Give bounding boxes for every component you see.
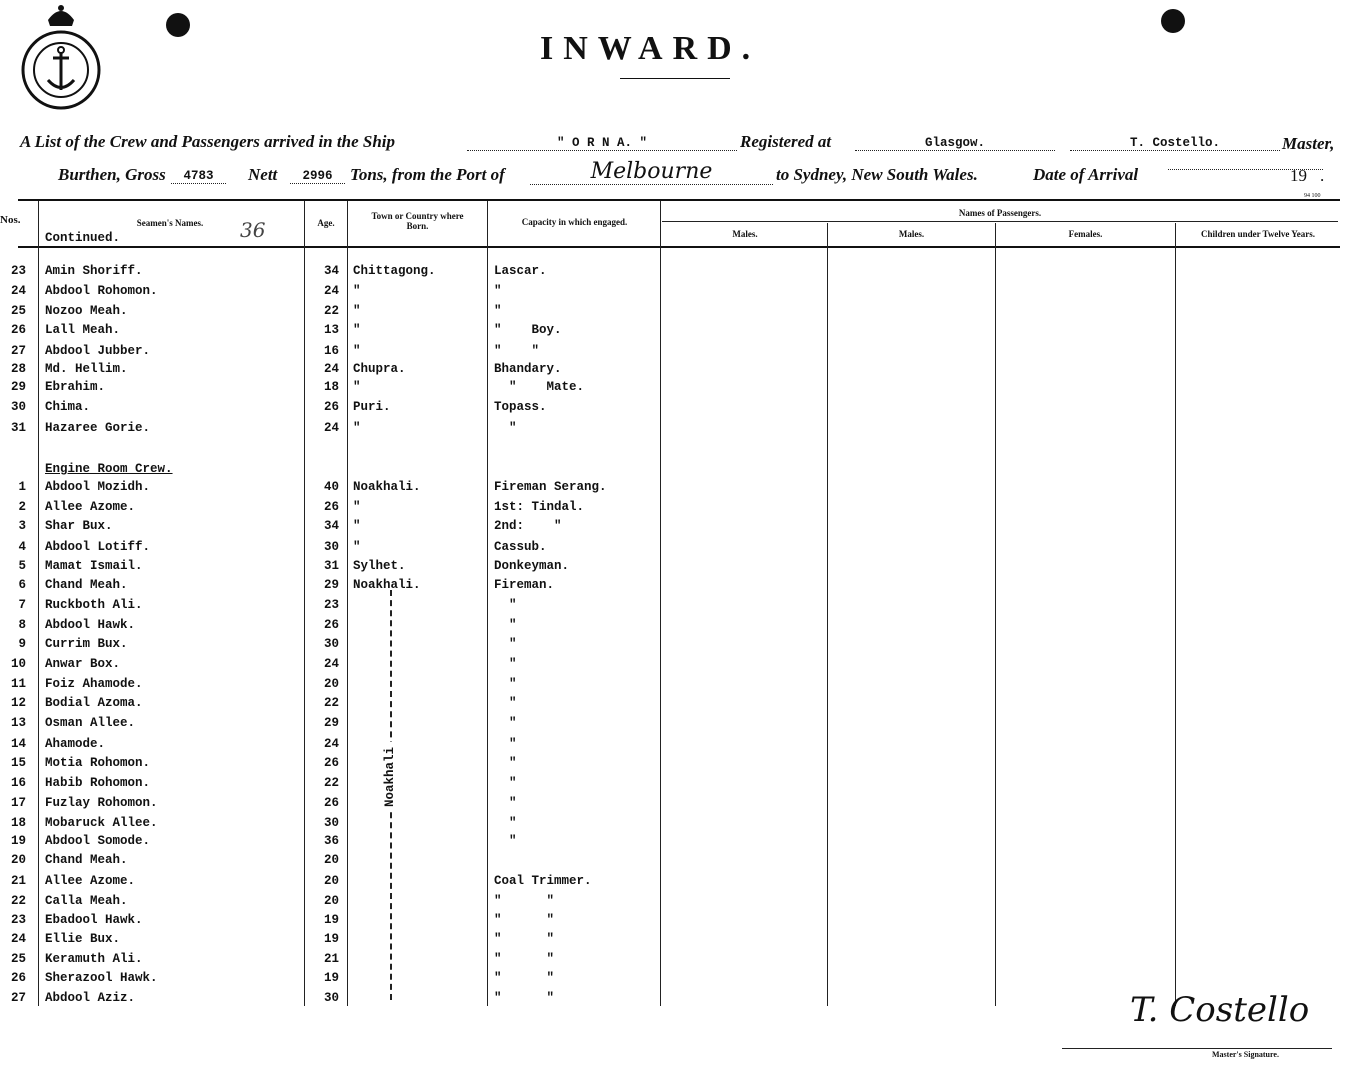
capacity-engaged: " "	[494, 894, 555, 908]
punch-hole-right-icon	[1161, 9, 1185, 33]
col-rule-females	[1175, 223, 1176, 1006]
master-signature: T. Costello	[1130, 990, 1310, 1030]
birthplace: "	[353, 304, 361, 318]
seaman-name: Chand Meah.	[45, 853, 128, 867]
row-number: 1	[18, 480, 26, 494]
birthplace: "	[353, 380, 361, 394]
capacity-engaged: "	[494, 598, 517, 612]
seaman-name: Calla Meah.	[45, 894, 128, 908]
col-header-children: Children under Twelve Years.	[1200, 229, 1315, 239]
col-rule-names	[304, 201, 305, 1006]
seaman-age: 20	[323, 874, 339, 888]
capacity-engaged: " Boy.	[494, 323, 562, 337]
seaman-age: 22	[323, 776, 339, 790]
signature-rule	[1062, 1048, 1332, 1049]
col-rule-age	[347, 201, 348, 1006]
seaman-age: 36	[323, 834, 339, 848]
seaman-age: 26	[323, 400, 339, 414]
engine-room-heading: Engine Room Crew.	[45, 462, 173, 476]
row-number: 4	[18, 540, 26, 554]
seaman-age: 13	[323, 323, 339, 337]
list-prefix: A List of the Crew and Passengers arrived in the Ship	[20, 132, 395, 151]
row-number: 20	[10, 853, 26, 867]
row-number: 26	[10, 971, 26, 985]
seaman-name: Hazaree Gorie.	[45, 421, 151, 435]
row-number: 11	[10, 677, 26, 691]
seaman-age: 18	[323, 380, 339, 394]
col-rule-males2	[995, 223, 996, 1006]
seaman-age: 34	[323, 519, 339, 533]
seaman-name: Md. Hellim.	[45, 362, 128, 376]
capacity-engaged: "	[494, 657, 517, 671]
seaman-name: Chima.	[45, 400, 91, 414]
seaman-age: 19	[323, 932, 339, 946]
nett-label: Nett	[248, 165, 278, 184]
col-header-age: Age.	[317, 218, 335, 228]
nett-tons: 2996	[290, 169, 345, 184]
capacity-engaged: "	[494, 834, 517, 848]
seaman-age: 19	[323, 913, 339, 927]
row-number: 26	[10, 323, 26, 337]
seaman-name: Abdool Mozidh.	[45, 480, 151, 494]
row-number: 25	[10, 304, 26, 318]
seaman-name: Allee Azome.	[45, 500, 136, 514]
capacity-engaged: Fireman Serang.	[494, 480, 607, 494]
header-line-2	[58, 159, 1338, 199]
arrival-label: Date of Arrival	[1033, 165, 1139, 184]
seaman-name: Abdool Rohomon.	[45, 284, 158, 298]
seaman-age: 30	[323, 637, 339, 651]
capacity-engaged: " "	[494, 971, 555, 985]
capacity-engaged: "	[494, 796, 517, 810]
capacity-engaged: "	[494, 677, 517, 691]
col-header-capacity: Capacity in which engaged.	[521, 217, 628, 227]
gross-tons: 4783	[171, 169, 226, 184]
seaman-name: Mobaruck Allee.	[45, 816, 158, 830]
birthplace: "	[353, 540, 361, 554]
row-number: 19	[10, 834, 26, 848]
seaman-age: 24	[323, 284, 339, 298]
punch-hole-left-icon	[166, 13, 190, 37]
seaman-name: Mamat Ismail.	[45, 559, 143, 573]
birthplace: Chupra.	[353, 362, 406, 376]
seaman-name: Fuzlay Rohomon.	[45, 796, 158, 810]
row-number: 29	[10, 380, 26, 394]
row-number: 10	[10, 657, 26, 671]
birthplace: "	[353, 421, 361, 435]
seaman-name: Foiz Ahamode.	[45, 677, 143, 691]
row-number: 30	[10, 400, 26, 414]
seaman-name: Bodial Azoma.	[45, 696, 143, 710]
arrival-year: 19	[1290, 166, 1307, 185]
seaman-age: 30	[323, 816, 339, 830]
seaman-name: Osman Allee.	[45, 716, 136, 730]
seaman-name: Nozoo Meah.	[45, 304, 128, 318]
seaman-name: Lall Meah.	[45, 323, 121, 337]
row-number: 22	[10, 894, 26, 908]
birthplace: "	[353, 323, 361, 337]
registered-port: Glasgow.	[855, 136, 1055, 151]
row-number: 23	[10, 913, 26, 927]
seaman-name: Amin Shoriff.	[45, 264, 143, 278]
to-label: to Sydney, New South Wales.	[776, 165, 978, 184]
seaman-name: Abdool Jubber.	[45, 344, 151, 358]
seaman-age: 24	[323, 362, 339, 376]
row-number: 25	[10, 952, 26, 966]
seaman-age: 24	[323, 737, 339, 751]
seaman-name: Keramuth Ali.	[45, 952, 143, 966]
capacity-engaged: "	[494, 637, 517, 651]
row-number: 12	[10, 696, 26, 710]
shipping-office-seal-logo	[20, 0, 102, 112]
seaman-name: Ruckboth Ali.	[45, 598, 143, 612]
row-number: 18	[10, 816, 26, 830]
birthplace: Puri.	[353, 400, 391, 414]
seaman-age: 26	[323, 756, 339, 770]
birthplace: Noakhali.	[353, 480, 421, 494]
seaman-age: 34	[323, 264, 339, 278]
col-header-names: Seamen's Names.	[136, 218, 204, 228]
seaman-age: 30	[323, 991, 339, 1005]
capacity-engaged: Coal Trimmer.	[494, 874, 592, 888]
seaman-name: Anwar Box.	[45, 657, 121, 671]
seaman-name: Ebadool Hawk.	[45, 913, 143, 927]
capacity-engaged: " "	[494, 344, 540, 358]
capacity-engaged: Lascar.	[494, 264, 547, 278]
seaman-name: Ahamode.	[45, 737, 106, 751]
col-header-nos: Nos.	[0, 214, 21, 226]
passenger-sub-rule	[662, 221, 1338, 222]
col-header-passengers: Names of Passengers.	[958, 208, 1042, 218]
seaman-age: 16	[323, 344, 339, 358]
col-rule-males1	[827, 223, 828, 1006]
col-rule-capacity	[660, 201, 661, 1006]
from-port: Melbourne	[530, 159, 773, 185]
capacity-engaged: " "	[494, 932, 555, 946]
row-number: 17	[10, 796, 26, 810]
names-note: 36	[240, 218, 266, 242]
seaman-age: 26	[323, 500, 339, 514]
table-header-rule	[18, 246, 1340, 248]
seaman-age: 22	[323, 696, 339, 710]
seaman-name: Shar Bux.	[45, 519, 113, 533]
capacity-engaged: 1st: Tindal.	[494, 500, 585, 514]
seaman-age: 20	[323, 894, 339, 908]
capacity-engaged: "	[494, 618, 517, 632]
row-number: 5	[18, 559, 26, 573]
capacity-engaged: "	[494, 716, 517, 730]
seaman-name: Abdool Aziz.	[45, 991, 136, 1005]
seaman-age: 26	[323, 796, 339, 810]
registered-label: Registered at	[740, 132, 832, 151]
seaman-age: 26	[323, 618, 339, 632]
seaman-name: Ebrahim.	[45, 380, 106, 394]
seaman-age: 40	[323, 480, 339, 494]
birthplace: Sylhet.	[353, 559, 406, 573]
col-header-males1: Males.	[732, 229, 758, 239]
title-rule	[620, 78, 730, 79]
seaman-age: 30	[323, 540, 339, 554]
capacity-engaged: Topass.	[494, 400, 547, 414]
seaman-age: 21	[323, 952, 339, 966]
capacity-engaged: "	[494, 696, 517, 710]
header-line-1	[20, 132, 1340, 158]
row-number: 28	[10, 362, 26, 376]
row-number: 15	[10, 756, 26, 770]
row-number: 7	[18, 598, 26, 612]
capacity-engaged: "	[494, 304, 502, 318]
seaman-age: 29	[323, 578, 339, 592]
capacity-engaged: "	[494, 421, 517, 435]
seaman-age: 20	[323, 853, 339, 867]
row-number: 13	[10, 716, 26, 730]
seaman-name: Sherazool Hawk.	[45, 971, 158, 985]
capacity-engaged: Bhandary.	[494, 362, 562, 376]
row-number: 24	[10, 932, 26, 946]
capacity-engaged: 2nd: "	[494, 519, 562, 533]
seaman-age: 24	[323, 657, 339, 671]
birthplace: Noakhali.	[353, 578, 421, 592]
capacity-engaged: " "	[494, 913, 555, 927]
seaman-name: Motia Rohomon.	[45, 756, 151, 770]
capacity-engaged: "	[494, 756, 517, 770]
col-header-continued: Continued.	[45, 231, 121, 245]
birthplace: "	[353, 344, 361, 358]
ship-name: " O R N A. "	[467, 136, 737, 151]
seaman-age: 19	[323, 971, 339, 985]
capacity-engaged: Donkeyman.	[494, 559, 570, 573]
table-top-rule	[18, 199, 1340, 201]
master-name: T. Costello.	[1070, 136, 1280, 151]
born-vertical-label: Noakhali	[383, 742, 397, 812]
capacity-engaged: " "	[494, 952, 555, 966]
col-header-males2: Males.	[898, 229, 925, 239]
row-number: 3	[18, 519, 26, 533]
row-number: 16	[10, 776, 26, 790]
row-number: 23	[10, 264, 26, 278]
tons-label: Tons, from the Port of	[350, 165, 505, 184]
row-number: 8	[18, 618, 26, 632]
seaman-name: Currim Bux.	[45, 637, 128, 651]
row-number: 21	[10, 874, 26, 888]
seaman-age: 29	[323, 716, 339, 730]
seaman-name: Abdool Somode.	[45, 834, 151, 848]
seaman-age: 20	[323, 677, 339, 691]
seaman-name: Ellie Bux.	[45, 932, 121, 946]
capacity-engaged: "	[494, 737, 517, 751]
seaman-age: 31	[323, 559, 339, 573]
capacity-engaged: Fireman.	[494, 578, 555, 592]
seaman-name: Habib Rohomon.	[45, 776, 151, 790]
row-number: 31	[10, 421, 26, 435]
signature-label: Master's Signature.	[1212, 1050, 1279, 1059]
capacity-engaged: " "	[494, 991, 555, 1005]
birthplace: "	[353, 500, 361, 514]
col-header-females: Females.	[1068, 229, 1103, 239]
seaman-name: Abdool Hawk.	[45, 618, 136, 632]
col-rule-nos	[38, 201, 39, 1006]
capacity-engaged: "	[494, 284, 502, 298]
row-number: 27	[10, 344, 26, 358]
seaman-age: 24	[323, 421, 339, 435]
seaman-name: Chand Meah.	[45, 578, 128, 592]
page-title: INWARD.	[540, 30, 761, 67]
row-number: 6	[18, 578, 26, 592]
form-code: 94 100	[1304, 193, 1321, 199]
row-number: 14	[10, 737, 26, 751]
row-number: 2	[18, 500, 26, 514]
birthplace: "	[353, 284, 361, 298]
capacity-engaged: "	[494, 776, 517, 790]
seaman-age: 23	[323, 598, 339, 612]
birthplace: "	[353, 519, 361, 533]
capacity-engaged: "	[494, 816, 517, 830]
capacity-engaged: Cassub.	[494, 540, 547, 554]
row-number: 27	[10, 991, 26, 1005]
capacity-engaged: " Mate.	[494, 380, 585, 394]
row-number: 9	[18, 637, 26, 651]
col-header-born: Town or Country where Born.	[371, 211, 464, 231]
row-number: 24	[10, 284, 26, 298]
seaman-age: 22	[323, 304, 339, 318]
col-rule-born	[487, 201, 488, 1006]
seaman-name: Allee Azome.	[45, 874, 136, 888]
burthen-label: Burthen, Gross	[58, 165, 166, 184]
arrival-period: .	[1320, 166, 1325, 185]
master-label: Master,	[1282, 134, 1335, 153]
seaman-name: Abdool Lotiff.	[45, 540, 151, 554]
birthplace: Chittagong.	[353, 264, 436, 278]
